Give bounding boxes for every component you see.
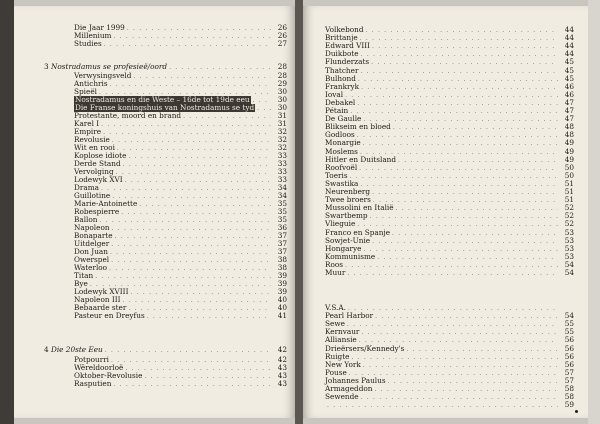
page-number: 53: [564, 243, 574, 253]
page-number: 42: [277, 355, 287, 364]
page-number: 35: [277, 207, 287, 216]
page-number: 43: [277, 379, 287, 388]
page-number: 56: [564, 359, 574, 369]
entry-title: Titan: [74, 271, 94, 280]
page-number: 44: [564, 41, 574, 51]
entry-title: Pasteur en Dreyfus: [74, 311, 145, 320]
toc-entry: [325, 269, 574, 278]
entry-title: Derde Stand: [74, 159, 121, 168]
toc-entry: [74, 40, 287, 49]
page-number: 45: [564, 73, 574, 83]
entry-title: Edward VIII: [325, 41, 370, 51]
page-number: 41: [277, 311, 287, 320]
page-number: 54: [564, 259, 574, 269]
page-number: 50: [564, 162, 574, 172]
book-edge-right: [588, 0, 600, 424]
entry-title: Toeris: [325, 170, 348, 180]
page-number: 56: [564, 343, 574, 353]
page-number: 32: [277, 135, 287, 144]
page-number: 53: [564, 227, 574, 237]
page-number: 53: [564, 235, 574, 245]
page-number: 28: [277, 71, 287, 80]
entry-title: Volkebond: [325, 25, 364, 34]
entry-title: Millenium: [74, 31, 112, 40]
entry-title: Bulhond: [325, 73, 356, 83]
entry-title: Hongarye: [325, 243, 362, 253]
page-number: 56: [564, 351, 574, 361]
entry-title: Roofvoël: [325, 162, 358, 172]
entry-title: Die Franse koningshuis van Nostradamus se tyd: [75, 103, 255, 112]
page-number: 51: [564, 178, 574, 188]
entry-title: Owerspel: [74, 255, 110, 264]
page-number: 49: [564, 146, 574, 156]
entry-title: Guillotine: [74, 191, 111, 200]
page-number: 42: [277, 345, 287, 354]
page-number: 31: [277, 111, 287, 120]
book-edge-left: [0, 0, 14, 424]
chapter-title: [44, 346, 103, 354]
page-number: 33: [277, 159, 287, 168]
page-number: 40: [277, 303, 287, 312]
entry-title: Kernvaur: [325, 327, 360, 337]
entry-title: Koplose idiote: [74, 151, 127, 160]
entry-title: Debakel: [325, 97, 356, 107]
entry-title: Oktober-Revolusie: [74, 371, 143, 380]
entry-title: Bebaarde ster: [74, 303, 127, 312]
entry-title: Napoleon III: [74, 295, 121, 304]
entry-title: Swastika: [325, 178, 359, 188]
entry-title: Robespierre: [74, 207, 120, 216]
entry-title: Hitler en Duitsland: [325, 154, 397, 164]
chapter-title: [44, 63, 167, 71]
entry-title: Lodewyk XVIII: [74, 287, 129, 296]
entry-title: Pouse: [325, 367, 347, 377]
page-number: 49: [564, 138, 574, 148]
page-number: 58: [564, 384, 574, 393]
page-number: 36: [277, 223, 287, 232]
page-number: 30: [277, 103, 287, 112]
page-number: 48: [564, 130, 574, 140]
entry-title: Monargie: [325, 138, 361, 148]
entry-title: Antichris: [74, 79, 108, 88]
page-number: 46: [564, 81, 574, 91]
entry-title: Protestante, moord en brand: [74, 111, 182, 120]
page-number: 52: [564, 203, 574, 213]
entry-title: Pearl Harbor: [325, 311, 374, 321]
page-number: 47: [564, 114, 574, 124]
page-number: 54: [564, 311, 574, 321]
page-number: 31: [277, 119, 287, 128]
page-number: 38: [277, 263, 287, 272]
page-number: 27: [277, 39, 287, 48]
entry-title: Armageddon: [325, 384, 373, 393]
page-number: 32: [277, 127, 287, 136]
entry-title: Swartbemp: [325, 211, 368, 221]
dot-leader: [113, 381, 271, 389]
page-number: 40: [277, 295, 287, 304]
page-number: 52: [564, 211, 574, 221]
dot-leader: [169, 64, 271, 72]
entry-title: Studies: [74, 39, 102, 48]
entry-title: Waterloo: [74, 263, 108, 272]
entry-title: Duikbote: [325, 49, 359, 59]
entry-title: New York: [325, 359, 361, 369]
entry-title: Kommunisme: [325, 251, 376, 261]
entry-title: Bye: [74, 279, 88, 288]
toc-entry: [44, 346, 287, 355]
page-number: 28: [277, 62, 287, 71]
entry-title: Pétain: [325, 106, 349, 115]
entry-title: Brittanje: [325, 33, 358, 43]
entry-title: Drieërsers/Kennedy's: [325, 343, 405, 353]
page-number: 50: [564, 170, 574, 180]
entry-title: Empire: [74, 127, 102, 136]
page-number: 33: [277, 167, 287, 176]
entry-title: Sewende: [325, 392, 359, 402]
entry-title: Die Jaar 1999: [74, 23, 125, 32]
entry-title: De Gaulle: [325, 114, 362, 124]
toc-entry: [74, 312, 287, 321]
toc-entry: [74, 380, 287, 389]
book-gutter: [295, 0, 303, 424]
page-number: 26: [277, 23, 287, 32]
page-number: 29: [277, 79, 287, 88]
entry-title: Revolusie: [74, 135, 110, 144]
page-number: 55: [564, 327, 574, 337]
page-number: 53: [564, 251, 574, 261]
chapter-number: 4: [44, 345, 49, 354]
entry-title: Napoleon: [74, 223, 110, 232]
page-number: 39: [277, 271, 287, 280]
page-number: 57: [564, 367, 574, 377]
entry-title: Flunderzats: [325, 57, 370, 67]
entry-title: Franco en Spanje: [325, 227, 391, 237]
page-number: 38: [277, 255, 287, 264]
page-number: 34: [277, 183, 287, 192]
entry-title: Drama: [74, 183, 99, 192]
entry-title: Nostradamus en die Weste – 16de tot 19de eeu: [75, 95, 250, 104]
page-number: 57: [564, 375, 574, 385]
page-number: 52: [564, 219, 574, 229]
entry-title: Ruigte: [325, 351, 350, 361]
entry-title: Sewe: [325, 319, 345, 329]
dot-leader: [104, 41, 271, 49]
toc-entry: [325, 401, 574, 410]
entry-title: Alliansie: [325, 335, 357, 345]
page-number: 47: [564, 97, 574, 107]
page-number: 44: [564, 25, 574, 34]
page-number: 43: [277, 371, 287, 380]
page-number: 43: [277, 363, 287, 372]
dot-leader: [327, 402, 558, 410]
ink-speck: [575, 410, 578, 413]
entry-title: Ioval: [325, 89, 344, 99]
page-number: 45: [564, 65, 574, 75]
entry-title: Neurenberg: [325, 187, 371, 196]
entry-title: Mussolini en Italië: [325, 203, 394, 213]
entry-title: Bonaparte: [74, 231, 113, 240]
page-number: 37: [277, 247, 287, 256]
left-page: [14, 6, 295, 418]
entry-title: Potpourri: [74, 355, 110, 364]
page-number: 54: [564, 268, 574, 277]
page-number: 33: [277, 151, 287, 160]
entry-title: Marie-Antoinette: [74, 199, 138, 208]
entry-title: Johannes Paulus: [325, 375, 386, 385]
page-number: 56: [564, 335, 574, 345]
page-number: 39: [277, 287, 287, 296]
page-number: 32: [277, 143, 287, 152]
page-number: 26: [277, 31, 287, 40]
page-number: 30: [277, 87, 287, 96]
entry-title: Muur: [325, 268, 346, 277]
page-number: 44: [564, 33, 574, 43]
entry-title: Blikseim en bloed: [325, 122, 391, 132]
page-number: 45: [564, 57, 574, 67]
entry-title: Karel I: [74, 119, 100, 128]
page-number: 48: [564, 122, 574, 132]
page-number: 35: [277, 199, 287, 208]
entry-title: Uitdelger: [74, 239, 110, 248]
entry-title: Verwysingsveld: [74, 71, 132, 80]
page-number: 47: [564, 106, 574, 115]
entry-title: Roos: [325, 259, 344, 269]
page-number: 33: [277, 175, 287, 184]
entry-title: Lodewyk XVI: [74, 175, 123, 184]
entry-title: Rasputien: [74, 379, 112, 388]
entry-title: Sowjet-Unie: [325, 235, 371, 245]
page-number: 37: [277, 239, 287, 248]
page-number: 51: [564, 187, 574, 196]
page-number: 30: [277, 95, 287, 104]
page-number: 44: [564, 49, 574, 59]
entry-title: Wêreldoorloë: [74, 363, 124, 372]
entry-title: Spieël: [74, 87, 97, 96]
entry-title: Twee broers: [325, 195, 371, 205]
entry-title: Vervolging: [74, 167, 114, 176]
page-number: 59: [564, 400, 574, 410]
entry-title: Vlieguie: [325, 219, 356, 229]
entry-title: Frankryk: [325, 81, 360, 91]
page-number: 37: [277, 231, 287, 240]
page-number: 58: [564, 392, 574, 402]
page-number: 55: [564, 319, 574, 329]
right-page: [303, 6, 588, 418]
entry-title: Godloos: [325, 130, 355, 140]
page-number: 49: [564, 154, 574, 164]
entry-title: V.S.A.: [325, 303, 346, 312]
entry-title: Thatcher: [325, 65, 359, 75]
dot-leader: [347, 270, 558, 278]
entry-title: Ballon: [74, 215, 98, 224]
chapter-title-text: Die 20ste Eeu: [50, 345, 103, 354]
page-number: 35: [277, 215, 287, 224]
chapter-title-text: Nostradamus se profesieë/oord: [50, 62, 168, 71]
entry-title: Wit en rooi: [74, 143, 115, 152]
page-number: 34: [277, 191, 287, 200]
dot-leader: [105, 347, 271, 355]
entry-title: Moslems: [325, 146, 358, 156]
dot-leader: [147, 313, 271, 321]
chapter-number: 3: [44, 62, 49, 71]
entry-title: Don Juan: [74, 247, 108, 256]
page-number: 51: [564, 195, 574, 205]
page-number: 46: [564, 89, 574, 99]
page-number: 39: [277, 279, 287, 288]
